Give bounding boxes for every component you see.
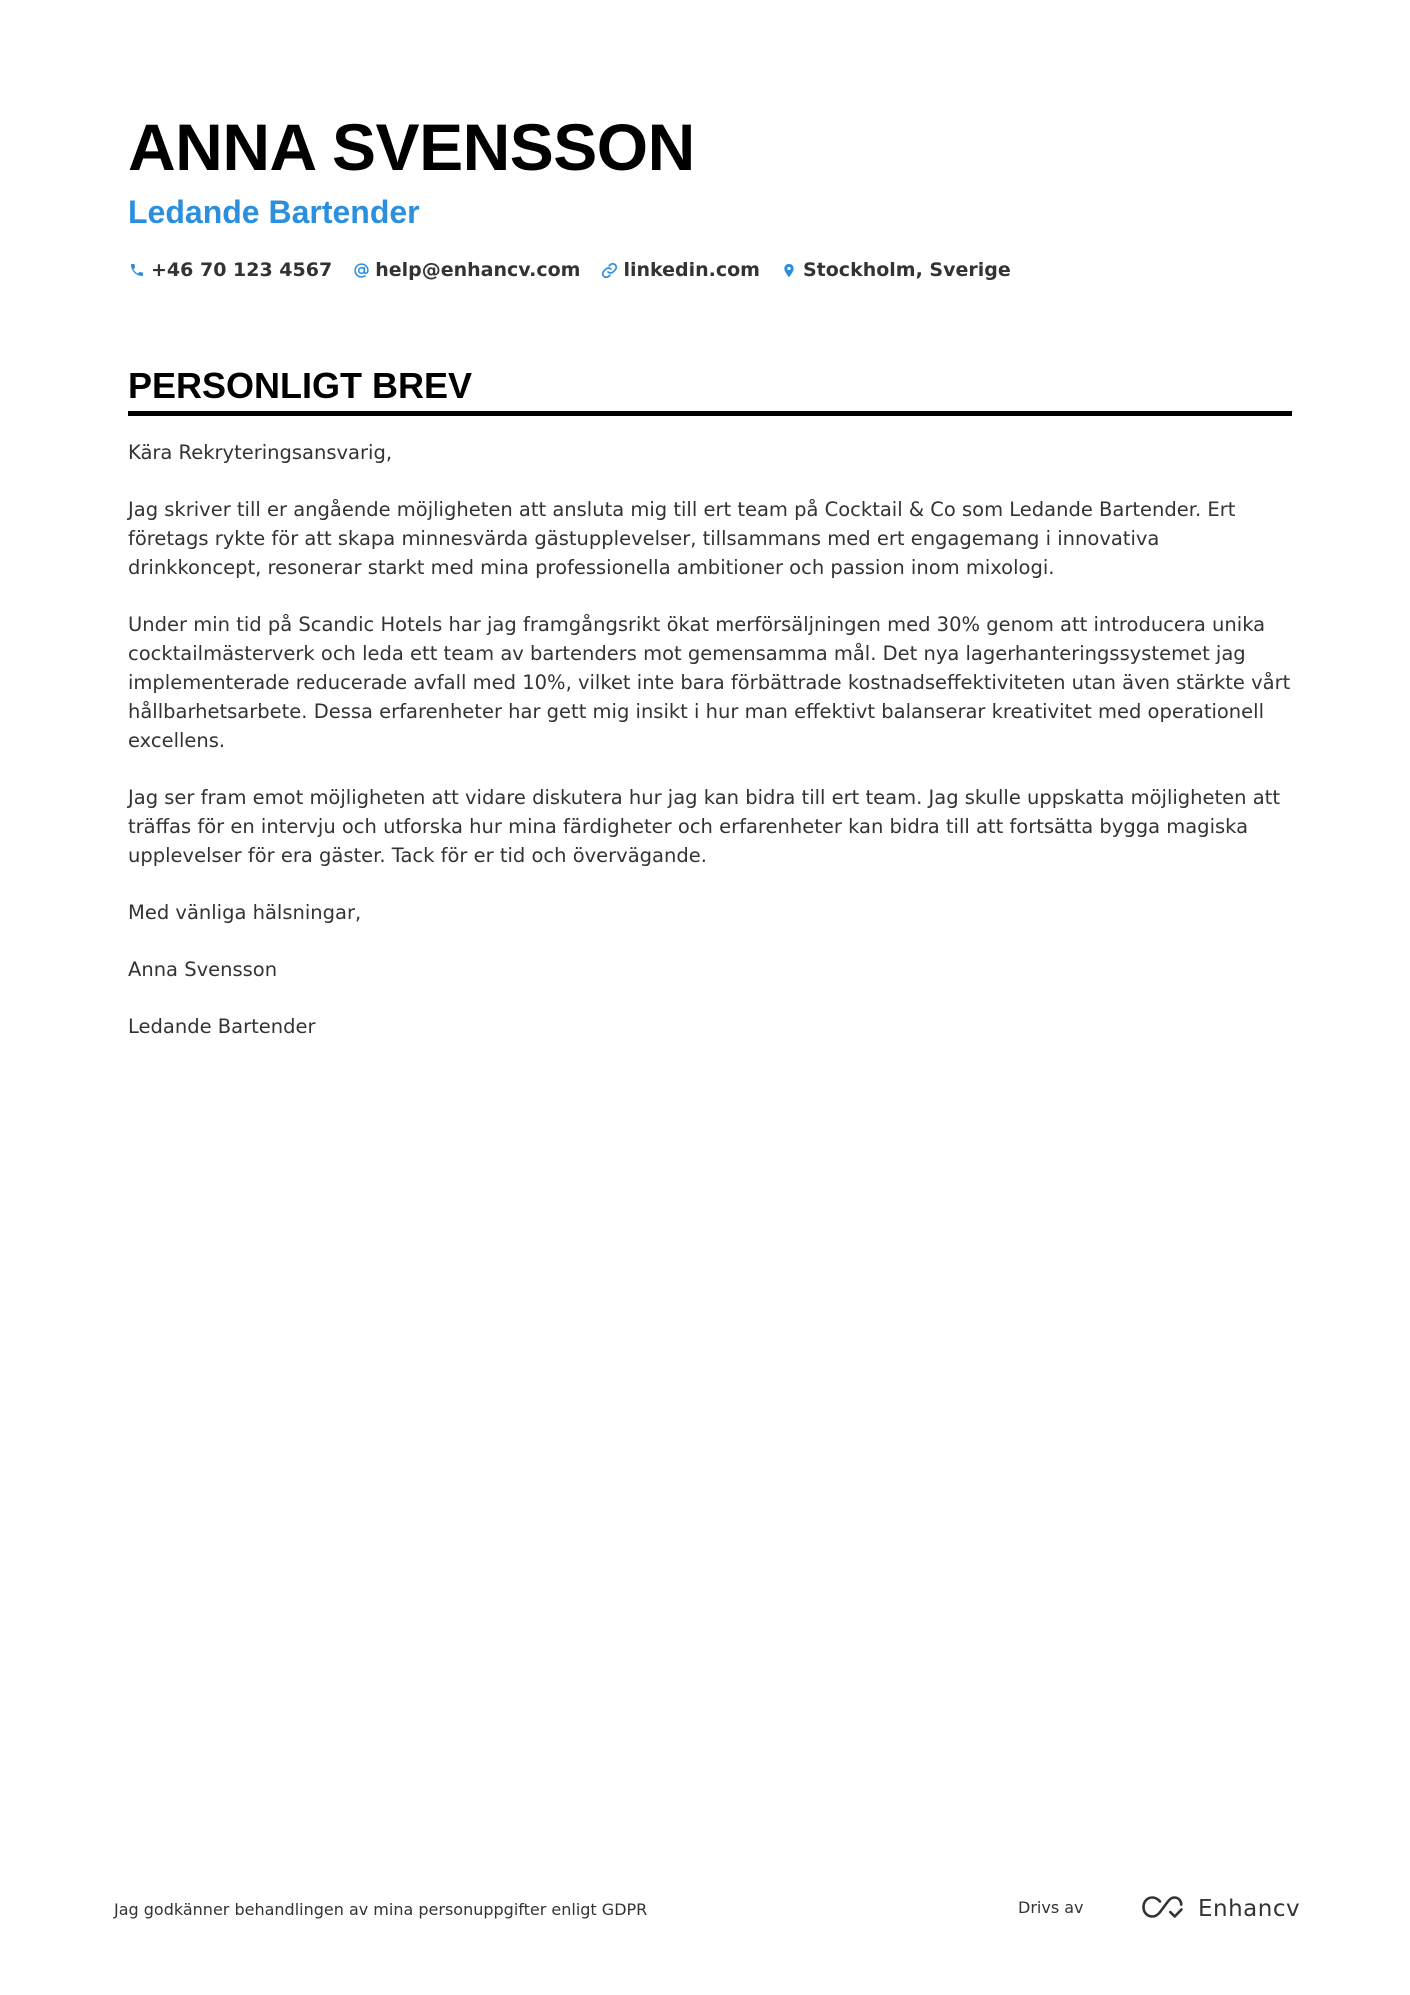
signature-name: Anna Svensson	[128, 958, 278, 981]
section-title: PERSONLIGT BREV	[128, 365, 473, 406]
letter-body	[128, 438, 1292, 1041]
letter-greeting: Kära Rekryteringsansvarig,	[128, 441, 393, 464]
contact-location	[780, 259, 1011, 281]
location-text: Stockholm, Sverige	[802, 259, 1011, 281]
job-title: Ledande Bartender	[128, 194, 420, 230]
contact-bar	[128, 252, 1292, 288]
brand-name: Enhancv	[1198, 1896, 1301, 1922]
letter-paragraph: Under min tid på Scandic Hotels har jag framgångsrikt ökat merförsäljningen med 30% genom att introducera unika cocktailmästerverk och leda ett team av bartenders mot gemensamma mål. Det nya lagerhanteringssystemet jag implementerade reducerade avfall med 10%, vilket inte bara förbättrade kostnadseffektiviteten utan även stärkte vårt hållbarhetsarbete. Dessa erfarenheter har gett mig insikt i hur man effektivt balanserar kreativitet med operationell excellens.	[128, 613, 1291, 752]
phone-text: +46 70 123 4567	[151, 259, 333, 281]
enhancv-brand[interactable]	[1140, 1892, 1300, 1926]
contact-link[interactable]	[600, 259, 760, 281]
powered-by-label: Drivs av	[1018, 1898, 1084, 1917]
letter-closing: Med vänliga hälsningar,	[128, 901, 362, 924]
location-pin-icon	[780, 261, 798, 279]
signature-title: Ledande Bartender	[128, 1015, 316, 1038]
cover-letter-section	[128, 364, 1292, 1069]
phone-icon	[128, 261, 146, 279]
email-text: help@enhancv.com	[375, 259, 581, 281]
letter-paragraph: Jag ser fram emot möjligheten att vidare diskutera hur jag kan bidra till ert team. Jag skulle uppskatta möjligheten att träffas för en intervju och utforska hur mina färdigheter och erfarenheter kan bidra till att fortsätta bygga magiska upplevelser för era gäster. Tack för er tid och övervägande.	[128, 786, 1280, 867]
letter-paragraph: Jag skriver till er angående möjligheten att ansluta mig till ert team på Cocktail & Co som Ledande Bartender. Ert företags rykte för att skapa minnesvärda gästupplevelser, tillsammans med ert engagemang i innovativa drinkkoncept, resonerar starkt med mina professionella ambitioner och passion inom mixologi.	[128, 498, 1236, 579]
header	[128, 108, 1292, 288]
applicant-name: ANNA SVENSSON	[128, 110, 695, 184]
contact-phone	[128, 259, 332, 281]
enhancv-logo-icon	[1140, 1894, 1186, 1924]
section-divider	[128, 411, 1292, 416]
link-text: linkedin.com	[623, 259, 760, 281]
at-icon	[352, 261, 370, 279]
link-icon	[600, 261, 618, 279]
contact-email[interactable]	[352, 259, 580, 281]
footer	[114, 1892, 1301, 1932]
gdpr-consent-text: Jag godkänner behandlingen av mina personuppgifter enligt GDPR	[114, 1900, 648, 1919]
